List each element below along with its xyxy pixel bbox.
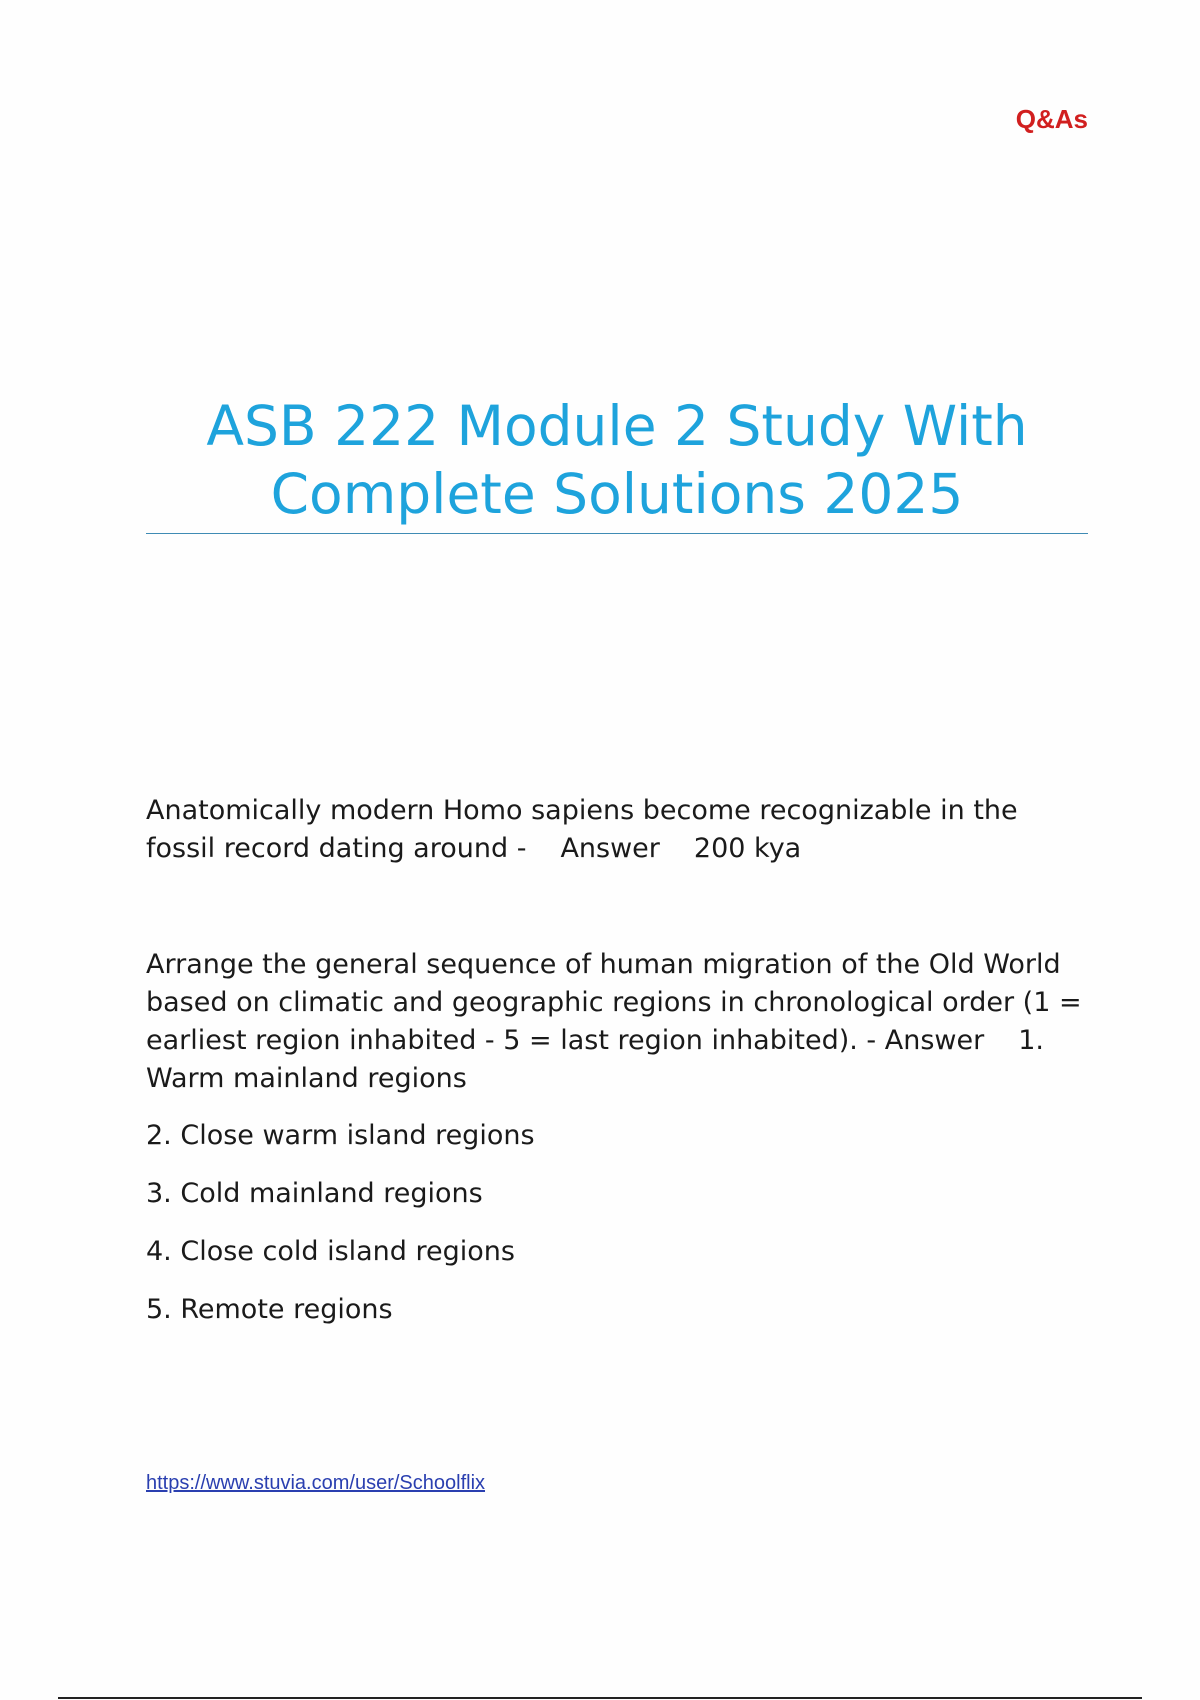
qa-tag: Q&As (1015, 104, 1088, 134)
list-item: 5. Remote regions (146, 1294, 393, 1325)
answer-text: 1. Warm mainland regions (146, 1025, 1044, 1094)
question-text: Anatomically modern Homo sapiens become recognizable in the fossil record dating around - (146, 795, 1018, 864)
list-item: 2. Close warm island regions (146, 1120, 535, 1151)
answer-text: 200 kya (693, 833, 802, 864)
answer-list (146, 1117, 535, 1349)
document-title: ASB 222 Module 2 Study With Complete Solutions 2025 (206, 394, 1028, 526)
footer-divider (58, 1697, 1142, 1699)
title-divider (146, 533, 1088, 534)
qa-item-2 (146, 946, 1088, 1098)
answer-label: Answer (884, 1025, 985, 1056)
list-item: 3. Cold mainland regions (146, 1178, 483, 1209)
question-text: Arrange the general sequence of human migration of the Old World based on climatic and geographic regions in chronological order (1 = earliest region inhabited - 5 = last region inhabited). - (146, 949, 1082, 1056)
source-link[interactable]: https://www.stuvia.com/user/Schoolflix (146, 1472, 486, 1494)
list-item: 4. Close cold island regions (146, 1236, 515, 1267)
qa-item-1 (146, 792, 1088, 868)
answer-label: Answer (560, 833, 660, 864)
